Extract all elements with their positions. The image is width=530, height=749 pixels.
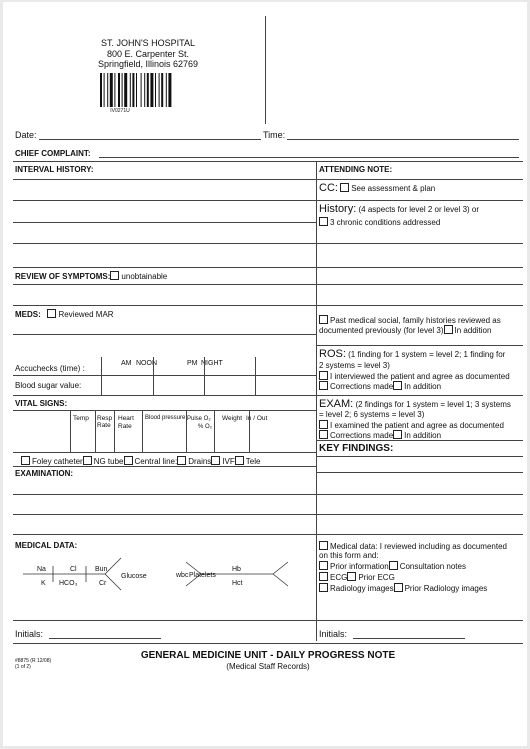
main-divider (316, 161, 317, 641)
ros-text-2: 2 systems = level 3) (319, 361, 390, 370)
history-text: (4 aspects for level 2 or level 3) or (358, 205, 480, 214)
exam-text: (2 findings for 1 system = level 1; 3 systems (355, 400, 511, 409)
lab-na: Na (37, 566, 46, 573)
exam-in-addition-label: In addition (404, 431, 442, 440)
barcode-bar (168, 73, 171, 107)
vital-col-temp: Temp (73, 415, 89, 422)
interval-history-heading: INTERVAL HISTORY: (15, 165, 94, 174)
past-history-in-addition-checkbox[interactable] (444, 325, 453, 334)
rule (316, 620, 523, 621)
lab-glucose: Glucose (121, 573, 147, 580)
interval-history-line-3[interactable] (13, 243, 316, 244)
chief-complaint-field[interactable] (99, 157, 519, 158)
prior-radiology-label: Prior Radiology images (404, 584, 488, 593)
ecg-row (319, 572, 395, 583)
lab-k: K (41, 580, 46, 587)
chronic-conditions-label: 3 chronic conditions addressed (330, 218, 441, 227)
bs-am-noon-cell[interactable] (102, 376, 152, 394)
lab-hb: Hb (232, 566, 241, 573)
blood-sugar-label: Blood sugar value: (15, 381, 82, 390)
exam-attending-row (319, 399, 511, 410)
vital-col-heart-l2: Rate (118, 423, 132, 430)
rule (316, 267, 523, 268)
barcode-bar (155, 73, 156, 107)
time-label: Time: (263, 130, 286, 140)
form-number: #8875 (R 12/08) (15, 658, 52, 664)
barcode-bar (166, 73, 167, 107)
reviewed-mar-checkbox[interactable] (47, 309, 56, 318)
ivf-checkbox[interactable] (211, 456, 220, 465)
ros-attending-row (319, 349, 505, 360)
rule (13, 395, 316, 396)
foley-checkbox[interactable] (21, 456, 30, 465)
rule (13, 305, 316, 306)
interval-history-line-1[interactable] (13, 200, 316, 201)
rule (316, 345, 523, 346)
header-divider (265, 16, 266, 124)
vital-col-pulse-l2: % O₂ (198, 424, 212, 430)
barcode-bar (122, 73, 123, 107)
weight-cell[interactable] (215, 428, 248, 451)
ros-row (15, 271, 167, 282)
vital-col-weight: Weight (222, 415, 243, 422)
key-findings-line[interactable] (316, 514, 523, 515)
form-subtitle: (Medical Staff Records) (226, 662, 310, 671)
central-line-checkbox[interactable] (124, 456, 133, 465)
lab-cl: Cl (70, 566, 77, 573)
past-history-l1: Past medical social, family histories reviewed as (330, 316, 501, 325)
time-field[interactable] (287, 139, 519, 140)
rule (13, 466, 316, 467)
barcode-bar (118, 73, 120, 107)
barcode-bar (136, 73, 137, 107)
lab-fishbones (3, 552, 316, 602)
heart-rate-cell[interactable] (115, 428, 141, 451)
lab-platelets: Platelets (189, 572, 216, 579)
rule (13, 284, 316, 285)
hospital-name: ST. JOHN'S HOSPITAL (100, 38, 196, 48)
rule (316, 179, 523, 180)
chief-complaint-label: CHIEF COMPLAINT: (15, 149, 91, 158)
barcode-bar (124, 73, 127, 107)
grid-top-rule (13, 161, 523, 162)
ros-text: (1 finding for 1 system = level 2; 1 finding for (348, 350, 506, 359)
meds-row (15, 309, 114, 320)
attending-note-heading: ATTENDING NOTE: (319, 165, 393, 174)
barcode-bar (144, 73, 145, 107)
central-line-label: Central line: (134, 457, 178, 466)
ros-corrections-checkbox[interactable] (319, 381, 328, 390)
rule (316, 200, 523, 201)
hospital-city: Springfield, Illinois 62769 (97, 59, 199, 69)
rule (13, 410, 316, 411)
ros-in-addition-checkbox[interactable] (393, 381, 402, 390)
ecg-label: ECG (330, 573, 348, 582)
past-history-row-2 (319, 325, 491, 336)
ros-unobtainable-label: unobtainable (121, 272, 168, 281)
history-line[interactable] (316, 243, 523, 244)
history-row (319, 204, 479, 215)
examination-heading: EXAMINATION: (15, 469, 74, 478)
exam-agree-label: I examined the patient and agree as documented (330, 421, 504, 430)
exam-agree-checkbox[interactable] (319, 420, 328, 429)
vital-col-resp (97, 415, 112, 429)
barcode-bar (141, 73, 142, 107)
drains-label: Drains (188, 457, 212, 466)
exam-in-addition-checkbox[interactable] (393, 430, 402, 439)
exam-label: EXAM: (319, 398, 354, 410)
barcode-text: IV0271U (110, 108, 130, 114)
ros-corrections-label: Corrections made (330, 382, 394, 391)
date-field[interactable] (39, 139, 261, 140)
key-findings-line[interactable] (316, 472, 523, 473)
prior-info-row (319, 561, 466, 572)
exam-corrections-checkbox[interactable] (319, 430, 328, 439)
exam-line-2[interactable] (13, 514, 316, 515)
ros-heading: REVIEW OF SYMPTOMS: (15, 272, 111, 281)
meds-heading: MEDS: (15, 310, 41, 319)
drains-checkbox[interactable] (177, 456, 186, 465)
vital-col-pulse-l1: Pulse O₂ (187, 416, 211, 422)
barcode-bar (104, 73, 105, 107)
interval-history-line-2[interactable] (13, 222, 316, 223)
exam-text-2: = level 2; 6 systems = level 3) (319, 410, 425, 419)
cc-see-checkbox[interactable] (340, 183, 349, 192)
tele-label: Tele (245, 457, 261, 466)
ros-corrections-row (319, 381, 441, 392)
cc-label: CC: (319, 182, 338, 194)
cc-see-label: See assessment & plan (351, 184, 436, 193)
vital-col-in-out: In / Out (246, 415, 268, 422)
ros-in-addition-label: In addition (404, 382, 442, 391)
history-cb-row (319, 217, 440, 228)
rule (13, 267, 316, 268)
barcode-bar (150, 73, 153, 107)
bs-night-cell[interactable] (205, 376, 254, 394)
form-title: GENERAL MEDICINE UNIT - DAILY PROGRESS NOTE (140, 650, 396, 661)
ros-agree-label: I interviewed the patient and agree as documented (330, 372, 510, 381)
ecg-checkbox[interactable] (319, 572, 328, 581)
exam-corrections-label: Corrections made (330, 431, 394, 440)
in-addition-label: In addition (454, 326, 492, 335)
barcode-bar (130, 73, 131, 107)
hospital-address: 800 E. Carpenter St. (106, 49, 190, 59)
medical-data-l1: Medical data: I reviewed including as documented (330, 542, 507, 551)
medical-data-l2: on this form and: (319, 551, 379, 560)
lab-hct: Hct (232, 580, 243, 587)
ivf-label: IVF (222, 457, 235, 466)
barcode-bar (161, 73, 163, 107)
key-findings-heading: KEY FINDINGS: (319, 443, 394, 454)
right-initials-label: Initials: (319, 629, 348, 639)
reviewed-mar-label: Reviewed MAR (58, 310, 114, 319)
grid-bottom-rule (13, 643, 523, 644)
rule (13, 452, 316, 453)
bmp-tail (105, 574, 121, 590)
vital-col-bp: Blood pressure (145, 415, 186, 421)
time-pm: PM (187, 360, 198, 367)
history-line[interactable] (316, 284, 523, 285)
rule (13, 620, 316, 621)
ng-tube-label: NG tube (93, 457, 124, 466)
key-findings-line[interactable] (316, 494, 523, 495)
radiology-label: Radiology images (330, 584, 394, 593)
medical-data-heading: MEDICAL DATA: (15, 541, 78, 550)
prior-ecg-checkbox[interactable] (347, 572, 356, 581)
time-noon: NOON (136, 360, 157, 367)
bs-pm-cell[interactable] (154, 376, 203, 394)
prior-info-label: Prior information (330, 562, 389, 571)
rule (13, 179, 316, 180)
cbc-cross (273, 574, 288, 586)
barcode (100, 73, 186, 109)
rule (316, 395, 523, 396)
barcode-bar (100, 73, 102, 107)
rule (316, 305, 523, 306)
lab-wbc: wbc (176, 572, 189, 579)
vital-col-heart-l1: Heart (118, 415, 134, 422)
rule (316, 534, 523, 535)
tele-checkbox[interactable] (235, 456, 244, 465)
vital-signs-heading: VITAL SIGNS: (15, 399, 68, 408)
time-night: NIGHT (201, 360, 223, 367)
right-initials-field[interactable] (353, 638, 465, 639)
cbc-cross (273, 562, 288, 574)
pulse-o2-cell[interactable] (187, 428, 213, 451)
foley-label: Foley catheter (32, 457, 83, 466)
barcode-bar (132, 73, 134, 107)
vital-col-resp-l1: Resp (97, 415, 113, 422)
page-count: (1 of 2) (15, 664, 31, 670)
progress-note-page (3, 2, 527, 746)
acc-col-line (255, 357, 256, 395)
prior-radiology-checkbox[interactable] (394, 583, 403, 592)
past-history-checkbox[interactable] (319, 315, 328, 324)
chronic-conditions-checkbox[interactable] (319, 217, 328, 226)
rule (316, 440, 523, 441)
medical-data-checkbox[interactable] (319, 541, 328, 550)
lab-bun: Bun (95, 566, 108, 573)
vital-col-resp-l2: Rate (97, 422, 111, 429)
radiology-checkbox[interactable] (319, 583, 328, 592)
ros-label: ROS: (319, 348, 346, 360)
barcode-bar (114, 73, 115, 107)
lab-cr: Cr (99, 580, 107, 587)
prior-info-checkbox[interactable] (319, 561, 328, 570)
cc-row (319, 183, 435, 194)
date-label: Date: (15, 130, 37, 140)
lab-hco3: HCO₃ (59, 580, 78, 587)
barcode-bar (107, 73, 108, 107)
exam-line-1[interactable] (13, 494, 316, 495)
history-label: History: (319, 203, 357, 215)
past-history-l2: documented previously (for level 3) (319, 326, 444, 335)
left-initials-field[interactable] (49, 638, 161, 639)
blood-pressure-cell[interactable] (143, 428, 185, 451)
accuchecks-label: Accuchecks (time) : (15, 364, 85, 373)
time-am: AM (121, 360, 132, 367)
in-out-cell[interactable] (250, 428, 283, 451)
rule (316, 456, 523, 457)
consult-notes-checkbox[interactable] (389, 561, 398, 570)
barcode-bar (147, 73, 149, 107)
left-initials-label: Initials: (15, 629, 44, 639)
barcode-bar (110, 73, 113, 107)
ros-agree-checkbox[interactable] (319, 371, 328, 380)
radiology-row (319, 583, 487, 594)
ng-tube-checkbox[interactable] (83, 456, 92, 465)
rule (13, 534, 316, 535)
barcode-bar (159, 73, 160, 107)
temp-cell[interactable] (71, 428, 94, 451)
prior-ecg-label: Prior ECG (358, 573, 395, 582)
ros-unobtainable-checkbox[interactable] (110, 271, 119, 280)
rule (13, 334, 316, 335)
consult-notes-label: Consultation notes (399, 562, 466, 571)
resp-rate-cell[interactable] (96, 428, 113, 451)
